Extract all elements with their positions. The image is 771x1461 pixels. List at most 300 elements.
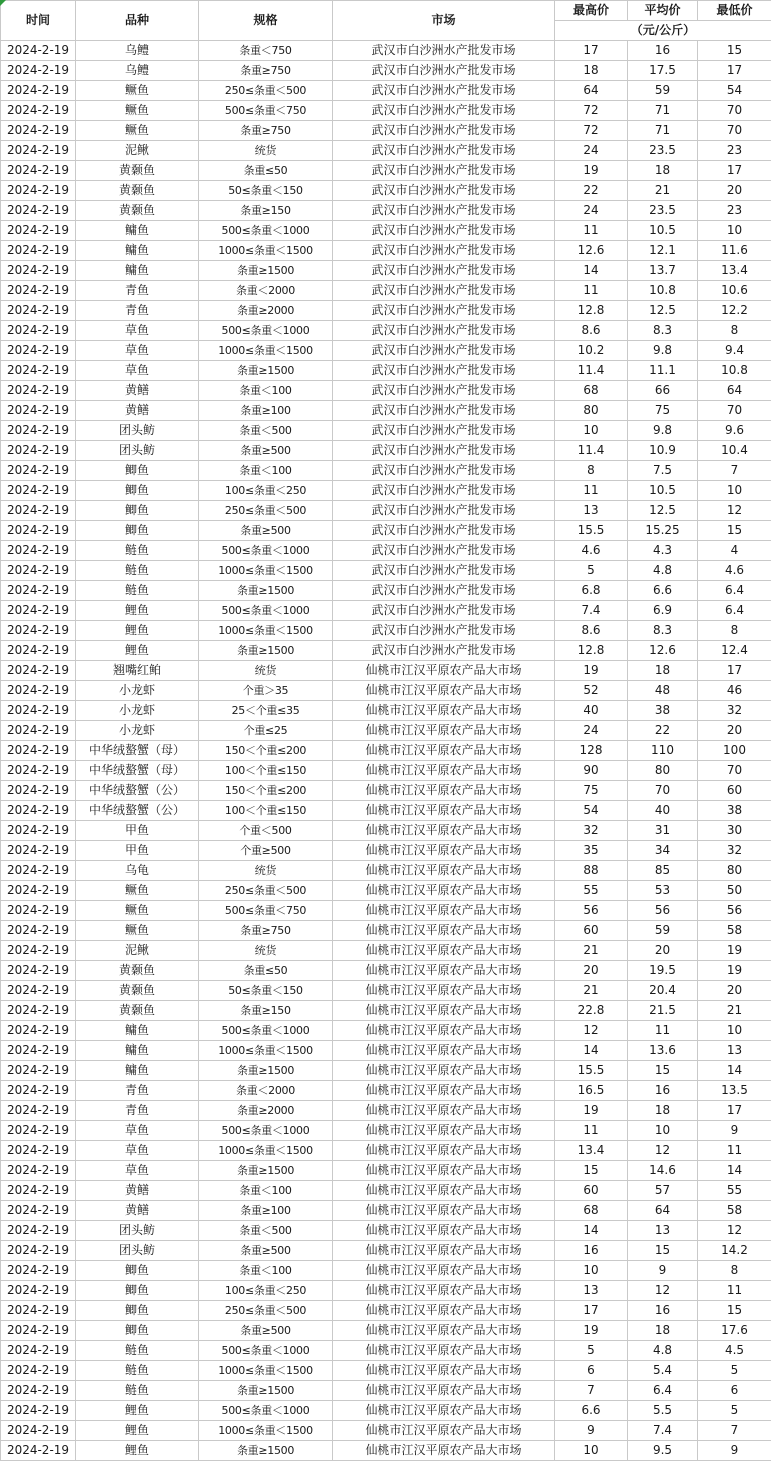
cell-low: 46 [698, 681, 771, 701]
cell-spec: 100＜个重≤150 [199, 761, 333, 781]
table-row [1, 221, 771, 241]
cell-market: 武汉市白沙洲水产批发市场 [333, 221, 555, 241]
cell-low: 17 [698, 1101, 771, 1121]
table-row [1, 841, 771, 861]
cell-avg: 23.5 [628, 141, 698, 161]
header-spec: 规格 [199, 1, 333, 41]
table-row [1, 1061, 771, 1081]
cell-avg: 71 [628, 101, 698, 121]
table-row [1, 361, 771, 381]
cell-high: 11.4 [555, 361, 628, 381]
cell-avg: 5.5 [628, 1401, 698, 1421]
cell-time: 2024-2-19 [1, 461, 76, 481]
cell-low: 6.4 [698, 601, 771, 621]
cell-avg: 10.5 [628, 221, 698, 241]
cell-time: 2024-2-19 [1, 1381, 76, 1401]
table-row [1, 981, 771, 1001]
table-row [1, 1161, 771, 1181]
cell-spec: 条重≥500 [199, 521, 333, 541]
cell-time: 2024-2-19 [1, 1041, 76, 1061]
cell-low: 9.6 [698, 421, 771, 441]
cell-time: 2024-2-19 [1, 361, 76, 381]
cell-market: 武汉市白沙洲水产批发市场 [333, 121, 555, 141]
cell-market: 仙桃市江汉平原农产品大市场 [333, 841, 555, 861]
cell-market: 仙桃市江汉平原农产品大市场 [333, 921, 555, 941]
cell-time: 2024-2-19 [1, 1221, 76, 1241]
table-row [1, 1301, 771, 1321]
cell-low: 11 [698, 1141, 771, 1161]
cell-variety: 团头鲂 [76, 1241, 199, 1261]
cell-avg: 48 [628, 681, 698, 701]
cell-time: 2024-2-19 [1, 1021, 76, 1041]
table-row [1, 621, 771, 641]
cell-spec: 条重≥2000 [199, 301, 333, 321]
cell-spec: 500≤条重＜1000 [199, 541, 333, 561]
cell-high: 17 [555, 41, 628, 61]
header-market: 市场 [333, 1, 555, 41]
cell-variety: 草鱼 [76, 361, 199, 381]
cell-high: 54 [555, 801, 628, 821]
cell-high: 21 [555, 941, 628, 961]
cell-avg: 66 [628, 381, 698, 401]
cell-time: 2024-2-19 [1, 781, 76, 801]
cell-market: 武汉市白沙洲水产批发市场 [333, 521, 555, 541]
cell-time: 2024-2-19 [1, 1321, 76, 1341]
cell-market: 仙桃市江汉平原农产品大市场 [333, 701, 555, 721]
cell-low: 13.5 [698, 1081, 771, 1101]
cell-low: 13.4 [698, 261, 771, 281]
cell-variety: 青鱼 [76, 281, 199, 301]
corner-marker [0, 0, 6, 6]
table-row [1, 1221, 771, 1241]
cell-high: 24 [555, 141, 628, 161]
table-row [1, 401, 771, 421]
table-row [1, 921, 771, 941]
cell-spec: 1000≤条重＜1500 [199, 241, 333, 261]
cell-low: 4.6 [698, 561, 771, 581]
cell-market: 仙桃市江汉平原农产品大市场 [333, 781, 555, 801]
cell-high: 35 [555, 841, 628, 861]
cell-variety: 黄鳝 [76, 381, 199, 401]
cell-market: 武汉市白沙洲水产批发市场 [333, 421, 555, 441]
cell-time: 2024-2-19 [1, 1301, 76, 1321]
cell-variety: 团头鲂 [76, 441, 199, 461]
cell-spec: 500≤条重＜750 [199, 101, 333, 121]
table-row [1, 601, 771, 621]
table-row [1, 541, 771, 561]
table-row [1, 1081, 771, 1101]
cell-low: 70 [698, 401, 771, 421]
cell-market: 仙桃市江汉平原农产品大市场 [333, 941, 555, 961]
cell-time: 2024-2-19 [1, 381, 76, 401]
cell-low: 17 [698, 61, 771, 81]
cell-low: 12 [698, 1221, 771, 1241]
cell-spec: 1000≤条重＜1500 [199, 561, 333, 581]
cell-time: 2024-2-19 [1, 121, 76, 141]
cell-variety: 中华绒螯蟹（母） [76, 761, 199, 781]
cell-time: 2024-2-19 [1, 1261, 76, 1281]
cell-time: 2024-2-19 [1, 841, 76, 861]
table-row [1, 321, 771, 341]
cell-variety: 草鱼 [76, 321, 199, 341]
cell-variety: 鲢鱼 [76, 581, 199, 601]
cell-variety: 团头鲂 [76, 421, 199, 441]
cell-low: 58 [698, 1201, 771, 1221]
cell-spec: 250≤条重＜500 [199, 501, 333, 521]
cell-high: 72 [555, 101, 628, 121]
table-row [1, 1141, 771, 1161]
cell-market: 仙桃市江汉平原农产品大市场 [333, 1241, 555, 1261]
cell-spec: 100＜个重≤150 [199, 801, 333, 821]
cell-spec: 150＜个重≤200 [199, 781, 333, 801]
cell-time: 2024-2-19 [1, 821, 76, 841]
table-row [1, 441, 771, 461]
cell-high: 24 [555, 201, 628, 221]
cell-variety: 鲢鱼 [76, 541, 199, 561]
cell-high: 90 [555, 761, 628, 781]
cell-high: 14 [555, 1221, 628, 1241]
cell-low: 12.4 [698, 641, 771, 661]
cell-spec: 1000≤条重＜1500 [199, 1041, 333, 1061]
table-row [1, 881, 771, 901]
cell-variety: 鲢鱼 [76, 1381, 199, 1401]
cell-market: 仙桃市江汉平原农产品大市场 [333, 1261, 555, 1281]
cell-spec: 250≤条重＜500 [199, 1301, 333, 1321]
cell-high: 10.2 [555, 341, 628, 361]
cell-spec: 统货 [199, 861, 333, 881]
cell-low: 100 [698, 741, 771, 761]
cell-low: 20 [698, 721, 771, 741]
cell-variety: 草鱼 [76, 1141, 199, 1161]
cell-variety: 鲢鱼 [76, 1361, 199, 1381]
cell-variety: 鳜鱼 [76, 881, 199, 901]
table-row [1, 481, 771, 501]
table-row [1, 701, 771, 721]
cell-avg: 12 [628, 1141, 698, 1161]
cell-low: 8 [698, 1261, 771, 1281]
cell-variety: 小龙虾 [76, 701, 199, 721]
cell-variety: 鳙鱼 [76, 1021, 199, 1041]
cell-high: 19 [555, 161, 628, 181]
cell-high: 13.4 [555, 1141, 628, 1161]
cell-avg: 80 [628, 761, 698, 781]
cell-high: 22 [555, 181, 628, 201]
cell-market: 武汉市白沙洲水产批发市场 [333, 581, 555, 601]
cell-market: 武汉市白沙洲水产批发市场 [333, 281, 555, 301]
cell-time: 2024-2-19 [1, 901, 76, 921]
cell-time: 2024-2-19 [1, 1281, 76, 1301]
cell-avg: 4.8 [628, 561, 698, 581]
cell-low: 9 [698, 1121, 771, 1141]
cell-variety: 泥鳅 [76, 941, 199, 961]
cell-high: 52 [555, 681, 628, 701]
cell-high: 10 [555, 1441, 628, 1461]
cell-spec: 条重≥750 [199, 61, 333, 81]
cell-avg: 11 [628, 1021, 698, 1041]
cell-market: 武汉市白沙洲水产批发市场 [333, 541, 555, 561]
cell-avg: 10.9 [628, 441, 698, 461]
cell-spec: 条重≥1500 [199, 1381, 333, 1401]
cell-avg: 71 [628, 121, 698, 141]
table-row [1, 821, 771, 841]
cell-time: 2024-2-19 [1, 1061, 76, 1081]
cell-avg: 17.5 [628, 61, 698, 81]
cell-high: 14 [555, 1041, 628, 1061]
table-row [1, 41, 771, 61]
table-row [1, 741, 771, 761]
table-row [1, 101, 771, 121]
cell-spec: 250≤条重＜500 [199, 881, 333, 901]
cell-time: 2024-2-19 [1, 1001, 76, 1021]
cell-low: 56 [698, 901, 771, 921]
cell-variety: 团头鲂 [76, 1221, 199, 1241]
cell-avg: 16 [628, 41, 698, 61]
cell-market: 仙桃市江汉平原农产品大市场 [333, 821, 555, 841]
cell-avg: 15.25 [628, 521, 698, 541]
cell-high: 12.8 [555, 641, 628, 661]
cell-high: 5 [555, 1341, 628, 1361]
cell-variety: 黄鳝 [76, 1181, 199, 1201]
cell-high: 11 [555, 221, 628, 241]
cell-avg: 20.4 [628, 981, 698, 1001]
cell-market: 武汉市白沙洲水产批发市场 [333, 461, 555, 481]
cell-low: 7 [698, 1421, 771, 1441]
cell-time: 2024-2-19 [1, 221, 76, 241]
cell-market: 仙桃市江汉平原农产品大市场 [333, 801, 555, 821]
cell-variety: 小龙虾 [76, 681, 199, 701]
cell-low: 70 [698, 101, 771, 121]
cell-time: 2024-2-19 [1, 881, 76, 901]
cell-low: 10 [698, 221, 771, 241]
cell-market: 仙桃市江汉平原农产品大市场 [333, 881, 555, 901]
cell-variety: 黄颡鱼 [76, 961, 199, 981]
cell-spec: 500≤条重＜1000 [199, 601, 333, 621]
cell-avg: 64 [628, 1201, 698, 1221]
cell-market: 仙桃市江汉平原农产品大市场 [333, 861, 555, 881]
cell-high: 6 [555, 1361, 628, 1381]
header-time: 时间 [1, 1, 76, 41]
cell-low: 11 [698, 1281, 771, 1301]
cell-avg: 9.5 [628, 1441, 698, 1461]
cell-time: 2024-2-19 [1, 761, 76, 781]
cell-spec: 50≤条重＜150 [199, 981, 333, 1001]
cell-spec: 统货 [199, 941, 333, 961]
table-row [1, 201, 771, 221]
cell-low: 10.4 [698, 441, 771, 461]
cell-market: 武汉市白沙洲水产批发市场 [333, 41, 555, 61]
cell-high: 72 [555, 121, 628, 141]
cell-low: 17.6 [698, 1321, 771, 1341]
cell-time: 2024-2-19 [1, 1241, 76, 1261]
cell-time: 2024-2-19 [1, 1101, 76, 1121]
cell-spec: 1000≤条重＜1500 [199, 1421, 333, 1441]
cell-market: 武汉市白沙洲水产批发市场 [333, 141, 555, 161]
cell-high: 10 [555, 1261, 628, 1281]
cell-time: 2024-2-19 [1, 1081, 76, 1101]
cell-variety: 鲫鱼 [76, 1321, 199, 1341]
cell-variety: 鲢鱼 [76, 561, 199, 581]
cell-market: 仙桃市江汉平原农产品大市场 [333, 1441, 555, 1461]
table-row [1, 121, 771, 141]
cell-low: 15 [698, 41, 771, 61]
cell-high: 60 [555, 1181, 628, 1201]
cell-avg: 9.8 [628, 341, 698, 361]
cell-time: 2024-2-19 [1, 921, 76, 941]
cell-variety: 鲫鱼 [76, 501, 199, 521]
cell-time: 2024-2-19 [1, 41, 76, 61]
cell-time: 2024-2-19 [1, 701, 76, 721]
cell-avg: 14.6 [628, 1161, 698, 1181]
cell-avg: 110 [628, 741, 698, 761]
cell-high: 11 [555, 281, 628, 301]
cell-avg: 21.5 [628, 1001, 698, 1021]
cell-variety: 翘嘴红鲌 [76, 661, 199, 681]
cell-market: 武汉市白沙洲水产批发市场 [333, 241, 555, 261]
cell-market: 武汉市白沙洲水产批发市场 [333, 81, 555, 101]
cell-high: 7.4 [555, 601, 628, 621]
cell-market: 武汉市白沙洲水产批发市场 [333, 261, 555, 281]
cell-spec: 条重≥500 [199, 1321, 333, 1341]
cell-low: 8 [698, 621, 771, 641]
cell-time: 2024-2-19 [1, 981, 76, 1001]
table-row [1, 641, 771, 661]
cell-high: 128 [555, 741, 628, 761]
cell-time: 2024-2-19 [1, 1201, 76, 1221]
cell-avg: 85 [628, 861, 698, 881]
cell-spec: 500≤条重＜1000 [199, 1021, 333, 1041]
cell-low: 13 [698, 1041, 771, 1061]
cell-variety: 鳙鱼 [76, 261, 199, 281]
cell-high: 13 [555, 1281, 628, 1301]
cell-time: 2024-2-19 [1, 1341, 76, 1361]
cell-spec: 条重＜100 [199, 1261, 333, 1281]
cell-avg: 38 [628, 701, 698, 721]
cell-variety: 鳜鱼 [76, 921, 199, 941]
cell-high: 56 [555, 901, 628, 921]
cell-time: 2024-2-19 [1, 521, 76, 541]
table-row [1, 721, 771, 741]
cell-variety: 草鱼 [76, 341, 199, 361]
cell-high: 5 [555, 561, 628, 581]
cell-time: 2024-2-19 [1, 161, 76, 181]
cell-spec: 条重＜750 [199, 41, 333, 61]
cell-time: 2024-2-19 [1, 561, 76, 581]
cell-market: 仙桃市江汉平原农产品大市场 [333, 741, 555, 761]
cell-variety: 鲫鱼 [76, 481, 199, 501]
cell-market: 武汉市白沙洲水产批发市场 [333, 341, 555, 361]
cell-market: 武汉市白沙洲水产批发市场 [333, 61, 555, 81]
cell-spec: 1000≤条重＜1500 [199, 1141, 333, 1161]
cell-market: 仙桃市江汉平原农产品大市场 [333, 1221, 555, 1241]
cell-avg: 8.3 [628, 621, 698, 641]
cell-high: 9 [555, 1421, 628, 1441]
cell-time: 2024-2-19 [1, 101, 76, 121]
cell-high: 6.6 [555, 1401, 628, 1421]
cell-variety: 鳜鱼 [76, 121, 199, 141]
cell-high: 13 [555, 501, 628, 521]
cell-time: 2024-2-19 [1, 441, 76, 461]
cell-spec: 统货 [199, 661, 333, 681]
cell-variety: 黄颡鱼 [76, 161, 199, 181]
cell-high: 20 [555, 961, 628, 981]
cell-low: 38 [698, 801, 771, 821]
cell-spec: 条重＜500 [199, 421, 333, 441]
table-row [1, 1181, 771, 1201]
cell-avg: 18 [628, 661, 698, 681]
cell-avg: 23.5 [628, 201, 698, 221]
cell-high: 11.4 [555, 441, 628, 461]
table-row [1, 1341, 771, 1361]
cell-spec: 1000≤条重＜1500 [199, 621, 333, 641]
table-row [1, 1401, 771, 1421]
cell-low: 19 [698, 961, 771, 981]
cell-variety: 中华绒螯蟹（公） [76, 781, 199, 801]
cell-high: 75 [555, 781, 628, 801]
cell-variety: 鳙鱼 [76, 1041, 199, 1061]
cell-high: 55 [555, 881, 628, 901]
table-row [1, 341, 771, 361]
cell-spec: 统货 [199, 141, 333, 161]
cell-market: 仙桃市江汉平原农产品大市场 [333, 981, 555, 1001]
table-row [1, 81, 771, 101]
cell-time: 2024-2-19 [1, 1361, 76, 1381]
cell-spec: 500≤条重＜1000 [199, 221, 333, 241]
cell-spec: 条重≤50 [199, 961, 333, 981]
cell-high: 19 [555, 1321, 628, 1341]
cell-spec: 个重≥500 [199, 841, 333, 861]
cell-variety: 中华绒螯蟹（公） [76, 801, 199, 821]
cell-variety: 甲鱼 [76, 841, 199, 861]
cell-market: 仙桃市江汉平原农产品大市场 [333, 1301, 555, 1321]
table-row [1, 1381, 771, 1401]
header-unit: （元/公斤） [555, 21, 771, 41]
cell-high: 64 [555, 81, 628, 101]
cell-avg: 53 [628, 881, 698, 901]
cell-low: 32 [698, 841, 771, 861]
cell-low: 55 [698, 1181, 771, 1201]
table-row [1, 1001, 771, 1021]
cell-avg: 59 [628, 81, 698, 101]
table-row [1, 281, 771, 301]
cell-low: 15 [698, 1301, 771, 1321]
cell-low: 10 [698, 481, 771, 501]
cell-low: 14 [698, 1061, 771, 1081]
cell-low: 14.2 [698, 1241, 771, 1261]
table-row [1, 561, 771, 581]
cell-variety: 草鱼 [76, 1161, 199, 1181]
cell-time: 2024-2-19 [1, 141, 76, 161]
cell-low: 10.8 [698, 361, 771, 381]
cell-time: 2024-2-19 [1, 861, 76, 881]
cell-avg: 13.7 [628, 261, 698, 281]
cell-avg: 4.8 [628, 1341, 698, 1361]
header-high: 最高价 [555, 1, 628, 21]
cell-spec: 条重≥1500 [199, 581, 333, 601]
cell-spec: 条重＜2000 [199, 1081, 333, 1101]
cell-variety: 鳙鱼 [76, 1061, 199, 1081]
cell-variety: 黄颡鱼 [76, 201, 199, 221]
cell-high: 15 [555, 1161, 628, 1181]
cell-avg: 22 [628, 721, 698, 741]
cell-market: 仙桃市江汉平原农产品大市场 [333, 1121, 555, 1141]
cell-low: 9.4 [698, 341, 771, 361]
cell-high: 12.8 [555, 301, 628, 321]
cell-market: 武汉市白沙洲水产批发市场 [333, 641, 555, 661]
cell-high: 17 [555, 1301, 628, 1321]
cell-high: 8.6 [555, 621, 628, 641]
cell-time: 2024-2-19 [1, 1161, 76, 1181]
cell-high: 12.6 [555, 241, 628, 261]
